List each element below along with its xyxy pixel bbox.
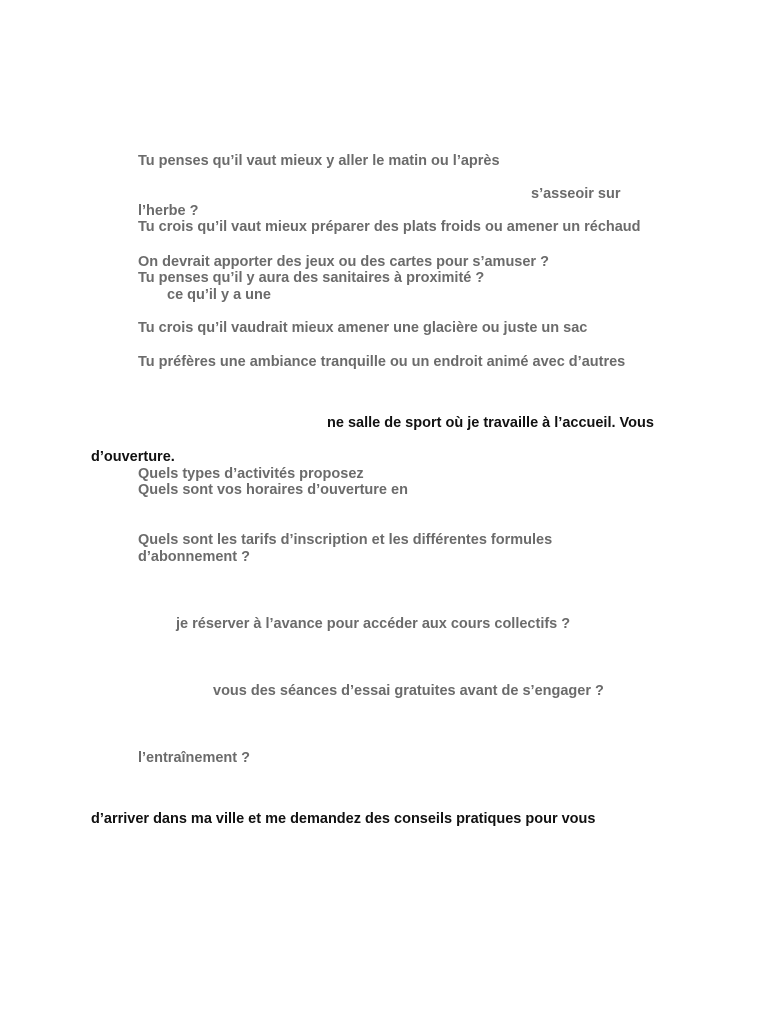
question-line: Tu penses qu’il y aura des sanitaires à proximité ? <box>138 270 485 286</box>
question-line: l’herbe ? <box>138 203 199 219</box>
question-line: Quels types d’activités proposez <box>138 466 364 482</box>
question-fragment: s’asseoir sur <box>531 186 621 202</box>
question-line: l’entraînement ? <box>138 750 250 766</box>
prompt-text: d’ouverture. <box>91 449 175 465</box>
prompt-text: ne salle de sport où je travaille à l’accueil. Vous <box>327 415 654 431</box>
prompt-text: d’arriver dans ma ville et me demandez des conseils pratiques pour vous <box>91 811 596 827</box>
question-line: Tu crois qu’il vaut mieux préparer des plats froids ou amener un réchaud <box>138 219 641 235</box>
question-fragment: je réserver à l’avance pour accéder aux cours collectifs ? <box>176 616 571 632</box>
question-line: On devrait apporter des jeux ou des cartes pour s’amuser ? <box>138 254 549 270</box>
question-line: d’abonnement ? <box>138 549 250 565</box>
question-line: Quels sont les tarifs d’inscription et les différentes formules <box>138 532 553 548</box>
question-line: Tu préfères une ambiance tranquille ou un endroit animé avec d’autres <box>138 354 626 370</box>
question-fragment: vous des séances d’essai gratuites avant de s’engager ? <box>213 683 604 699</box>
question-line: Tu penses qu’il vaut mieux y aller le matin ou l’après <box>138 153 500 169</box>
question-fragment: ce qu’il y a une <box>167 287 271 303</box>
question-line: Quels sont vos horaires d’ouverture en <box>138 482 408 498</box>
question-line: Tu crois qu’il vaudrait mieux amener une glacière ou juste un sac <box>138 320 588 336</box>
